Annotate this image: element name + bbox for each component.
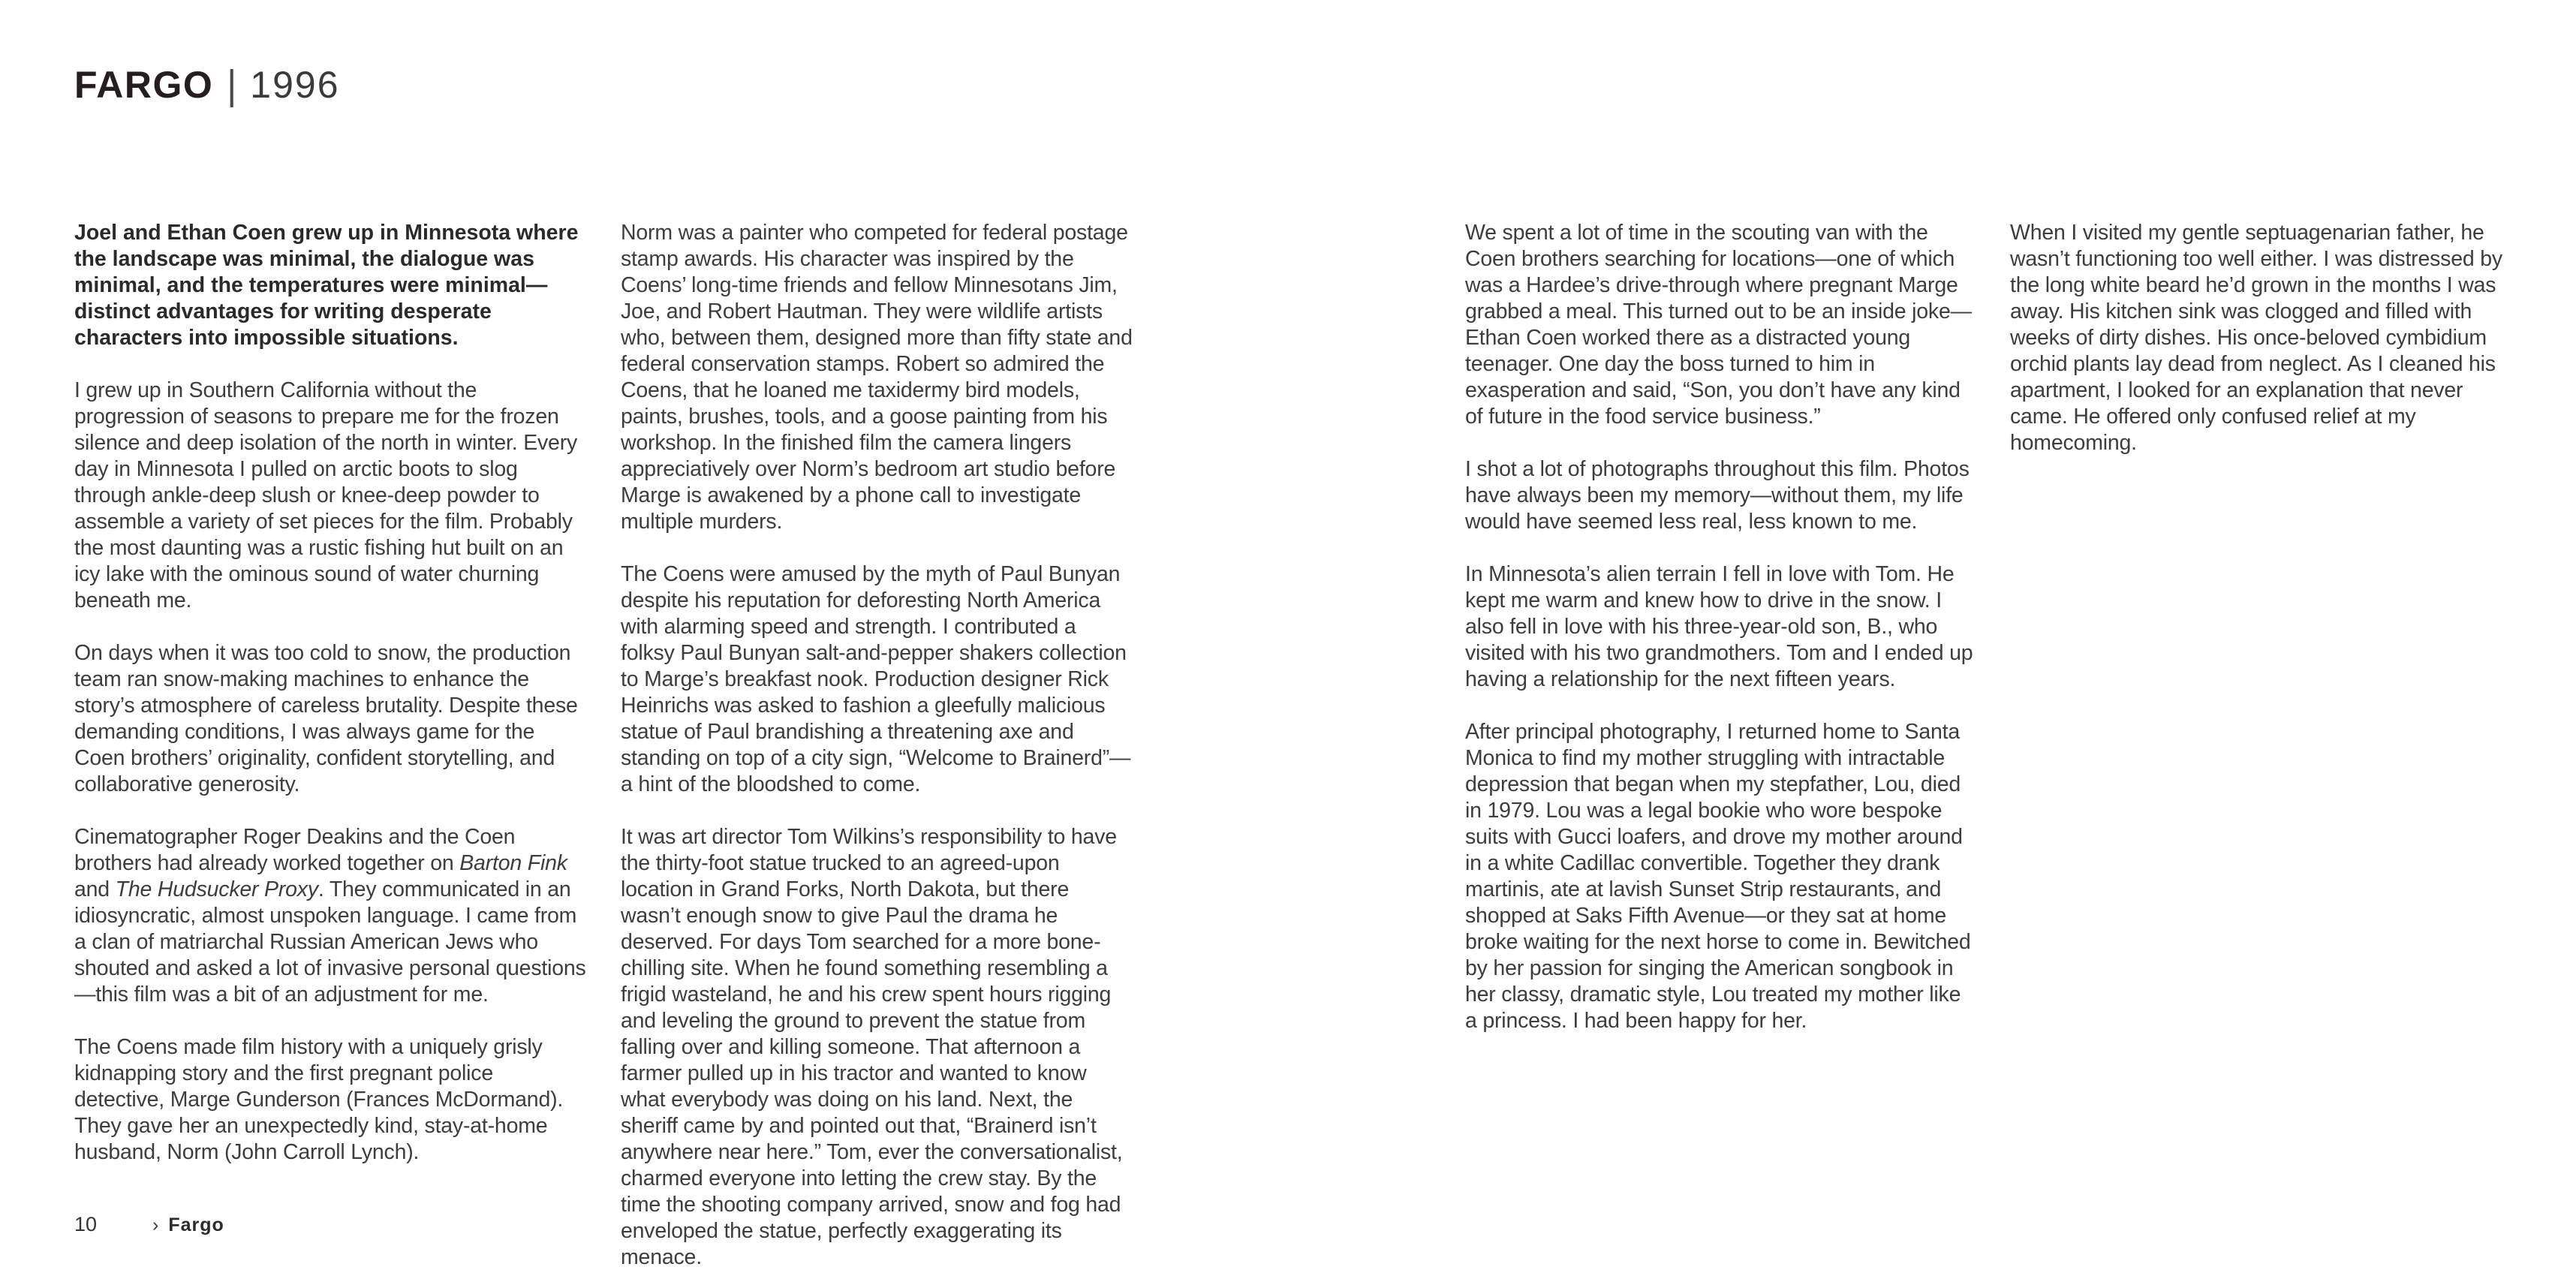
body-paragraph xyxy=(1465,719,1977,1034)
body-paragraph xyxy=(621,220,1133,535)
column-2 xyxy=(621,220,1133,1271)
title-film-name: FARGO xyxy=(74,64,214,106)
column-4 xyxy=(2010,220,2517,456)
chevron-right-icon: › xyxy=(152,1214,159,1235)
column-1 xyxy=(74,220,586,1166)
title-divider: | xyxy=(227,62,237,108)
text-run: On days when it was too cold to snow, the production team ran snow-making machines to enhance the story’s atmosphere of careless brutality. Despite these demanding conditions, I was always game for the Coen brothers’ originality, confident storytelling, and collaborative generosity. xyxy=(74,641,578,796)
body-paragraph xyxy=(621,824,1133,1271)
body-paragraph xyxy=(74,1034,586,1166)
text-run: Norm was a painter who competed for federal postage stamp awards. His character was inspired by the Coens’ long-time friends and fellow Minnesotans Jim, Joe, and Robert Hautman. They were wildlife artists who, between them, designed more than fifty state and federal conservation stamps. Robert so admired the Coens, that he loaned me taxidermy bird models, paints, brushes, tools, and a goose painting from his workshop. In the finished film the camera lingers appreciatively over Norm’s bedroom art studio before Marge is awakened by a phone call to investigate multiple murders. xyxy=(621,221,1133,534)
column-3 xyxy=(1465,220,1977,1034)
italic-film-title: The Hudsucker Proxy xyxy=(115,877,318,901)
lead-paragraph xyxy=(74,220,586,351)
text-run: and xyxy=(74,877,116,901)
body-paragraph xyxy=(74,640,586,798)
text-run: In Minnesota’s alien terrain I fell in love with Tom. He kept me warm and knew how to drive in the snow. I also fell in love with his three-year-old son, B., who visited with his two grandmothers. Tom and I ended up having a relationship for the next fifteen years. xyxy=(1465,562,1973,691)
body-paragraph xyxy=(1465,456,1977,535)
text-run: The Coens were amused by the myth of Paul Bunyan despite his reputation for deforesting North America with alarming speed and strength. I contributed a folksy Paul Bunyan salt-and-pepper shakers collection to Marge’s breakfast nook. Production designer Rick Heinrichs was asked to fashion a gleefully malicious statue of Paul brandishing a threatening axe and standing on top of a city sign, “Welcome to Brainerd”—a hint of the bloodshed to come. xyxy=(621,562,1131,796)
text-run: . They communicated in an idiosyncratic, almost unspoken language. I came from a clan of matriarchal Russian American Jews who shouted and asked a lot of invasive personal questions—this film was a bit of an adjustment for me. xyxy=(74,877,586,1007)
body-paragraph xyxy=(1465,561,1977,693)
body-paragraph xyxy=(2010,220,2517,456)
text-run: It was art director Tom Wilkins’s responsibility to have the thirty-foot statue trucked to an agreed-upon location in Grand Forks, North Dakota, but there wasn’t enough snow to give Paul the drama he deserved. For days Tom searched for a more bone-chilling site. When he found something resembling a frigid wasteland, he and his crew spent hours rigging and leveling the ground to prevent the statue from falling over and killing someone. That afternoon a farmer pulled up in his tractor and wanted to know what everybody was doing on his land. Next, the sheriff came by and pointed out that, “Brainerd isn’t anywhere near here.” Tom, ever the conversationalist, charmed everyone into letting the crew stay. By the time the shooting company arrived, snow and fog had enveloped the statue, perfectly exaggerating its menace. xyxy=(621,825,1123,1269)
text-run: We spent a lot of time in the scouting van with the Coen brothers searching for locations—one of which was a Hardee’s drive-through where pregnant Marge grabbed a meal. This turned out to be an inside joke—Ethan Coen worked there as a distracted young teenager. One day the boss turned to him in exasperation and said, “Son, you don’t have any kind of future in the food service business.” xyxy=(1465,221,1972,429)
body-paragraph xyxy=(74,378,586,614)
text-run: Cinematographer Roger Deakins and the Coen brothers had already worked together on xyxy=(74,825,516,875)
body-paragraph xyxy=(74,824,586,1008)
text-run: I shot a lot of photographs throughout this film. Photos have always been my memory—without them, my life would have seemed less real, less known to me. xyxy=(1465,457,1970,534)
text-run: The Coens made film history with a uniquely grisly kidnapping story and the first pregnant police detective, Marge Gunderson (Frances McDormand). They gave her an unexpectedly kind, stay-at-home husband, Norm (John Carroll Lynch). xyxy=(74,1035,564,1164)
text-run: I grew up in Southern California without the progression of seasons to prepare me for the frozen silence and deep isolation of the north in winter. Every day in Minnesota I pulled on arctic boots to slog through ankle-deep slush or knee-deep powder to assemble a variety of set pieces for the film. Probably the most daunting was a rustic fishing hut built on an icy lake with the ominous sound of water churning beneath me. xyxy=(74,378,578,612)
text-run: After principal photography, I returned home to Santa Monica to find my mother struggling with intractable depression that began when my stepfather, Lou, died in 1979. Lou was a legal bookie who wore bespoke suits with Gucci loafers, and drove my mother around in a white Cadillac convertible. Together they drank martinis, ate at lavish Sunset Strip restaurants, and shopped at Saks Fifth Avenue—or they sat at home broke waiting for the next horse to come in. Bewitched by her passion for singing the American songbook in her classy, dramatic style, Lou treated my mother like a princess. I had been happy for her. xyxy=(1465,720,1971,1033)
footer-film-label: Fargo xyxy=(168,1214,224,1235)
page-footer xyxy=(74,1213,224,1236)
page-title xyxy=(74,63,340,107)
page-number: 10 xyxy=(74,1213,98,1235)
text-run: Joel and Ethan Coen grew up in Minnesota where the landscape was minimal, the dialogue was minimal, and the temperatures were minimal—distinct advantages for writing desperate characters into impossible situations. xyxy=(74,221,579,350)
italic-film-title: Barton Fink xyxy=(459,851,567,875)
title-year: 1996 xyxy=(250,64,340,106)
text-run: When I visited my gentle septuagenarian father, he wasn’t functioning too well either. I was distressed by the long white beard he’d grown in the months I was away. His kitchen sink was clogged and filled with weeks of dirty dishes. His once-beloved cymbidium orchid plants lay dead from neglect. As I cleaned his apartment, I looked for an explanation that never came. He offered only confused relief at my homecoming. xyxy=(2010,221,2502,455)
body-paragraph xyxy=(1465,220,1977,430)
footer-breadcrumb xyxy=(97,1214,224,1236)
body-paragraph xyxy=(621,561,1133,798)
